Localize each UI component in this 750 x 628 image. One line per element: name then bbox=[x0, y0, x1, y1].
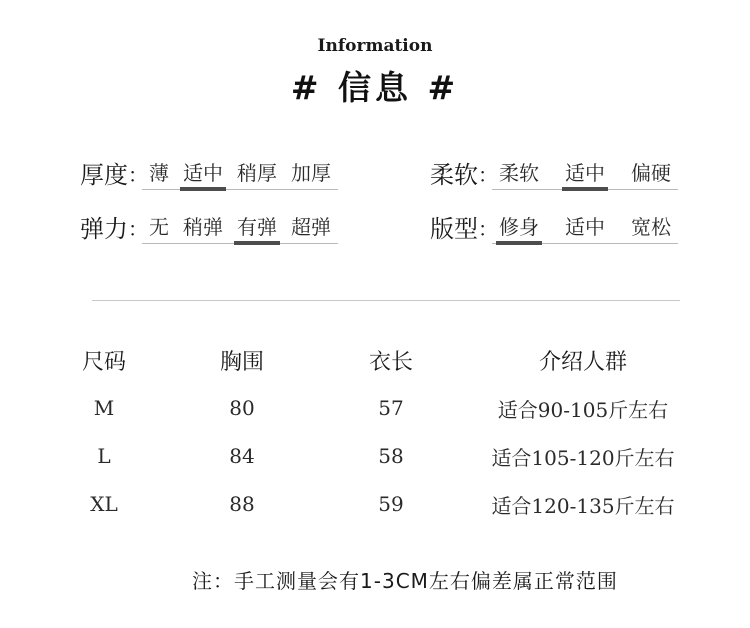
attr-colon: ： bbox=[478, 163, 498, 187]
header-chinese-title: # 信息 # bbox=[290, 68, 460, 107]
option-stiff: 偏硬 bbox=[631, 161, 671, 185]
option-none: 无 bbox=[149, 215, 169, 239]
cell-length: 58 bbox=[378, 444, 404, 468]
option-slight-stretch: 稍弹 bbox=[183, 215, 223, 239]
attr-options-elasticity bbox=[142, 214, 338, 244]
option-soft: 柔软 bbox=[499, 161, 539, 185]
size-table bbox=[58, 336, 718, 528]
attr-options-softness bbox=[492, 160, 678, 190]
cell-chest: 88 bbox=[229, 492, 255, 516]
section-divider bbox=[92, 300, 680, 301]
option-super-stretch: 超弹 bbox=[291, 215, 331, 239]
cell-size: XL bbox=[90, 492, 118, 516]
attr-softness bbox=[430, 160, 678, 190]
header-length: 衣长 bbox=[368, 349, 413, 375]
attr-thickness bbox=[80, 160, 338, 190]
option-slim-selected: 修身 bbox=[492, 214, 546, 240]
attr-fit bbox=[430, 214, 678, 244]
cell-chest: 80 bbox=[229, 396, 255, 420]
attr-colon: ： bbox=[128, 217, 148, 241]
option-slightly-thick: 稍厚 bbox=[237, 161, 277, 185]
header-english-title: Information bbox=[317, 36, 433, 56]
cell-length: 57 bbox=[378, 396, 404, 420]
table-row bbox=[58, 384, 718, 432]
option-thick: 加厚 bbox=[291, 161, 331, 185]
cell-chest: 84 bbox=[229, 444, 255, 468]
option-thin: 薄 bbox=[149, 161, 169, 185]
attr-colon: ： bbox=[478, 217, 498, 241]
header-size: 尺码 bbox=[81, 349, 126, 375]
option-stretch-selected: 有弹 bbox=[230, 214, 284, 240]
option-regular: 适中 bbox=[565, 215, 605, 239]
table-header-row bbox=[58, 336, 718, 384]
table-row bbox=[58, 480, 718, 528]
attr-options-thickness bbox=[142, 160, 338, 190]
table-row bbox=[58, 432, 718, 480]
option-loose: 宽松 bbox=[631, 215, 671, 239]
cell-length: 59 bbox=[378, 492, 404, 516]
header-suitable-for: 介绍人群 bbox=[538, 349, 627, 375]
cell-suitable-for: 适合120-135斤左右 bbox=[491, 493, 675, 518]
option-medium-selected: 适中 bbox=[558, 160, 612, 186]
attr-elasticity bbox=[80, 214, 338, 244]
attr-label-fit: 版型 bbox=[430, 215, 478, 243]
attr-label-softness: 柔软 bbox=[430, 161, 478, 189]
measurement-note: 注：手工测量会有1-3CM左右偏差属正常范围 bbox=[192, 569, 618, 593]
cell-size: M bbox=[93, 396, 115, 420]
cell-suitable-for: 适合105-120斤左右 bbox=[491, 445, 675, 470]
cell-size: L bbox=[97, 444, 111, 468]
attr-options-fit bbox=[492, 214, 678, 244]
attr-label-thickness: 厚度 bbox=[80, 161, 128, 189]
attr-label-elasticity: 弹力 bbox=[80, 215, 128, 243]
header-chest: 胸围 bbox=[219, 349, 264, 375]
attr-colon: ： bbox=[128, 163, 148, 187]
cell-suitable-for: 适合90-105斤左右 bbox=[497, 397, 669, 422]
option-medium-selected: 适中 bbox=[176, 160, 230, 186]
